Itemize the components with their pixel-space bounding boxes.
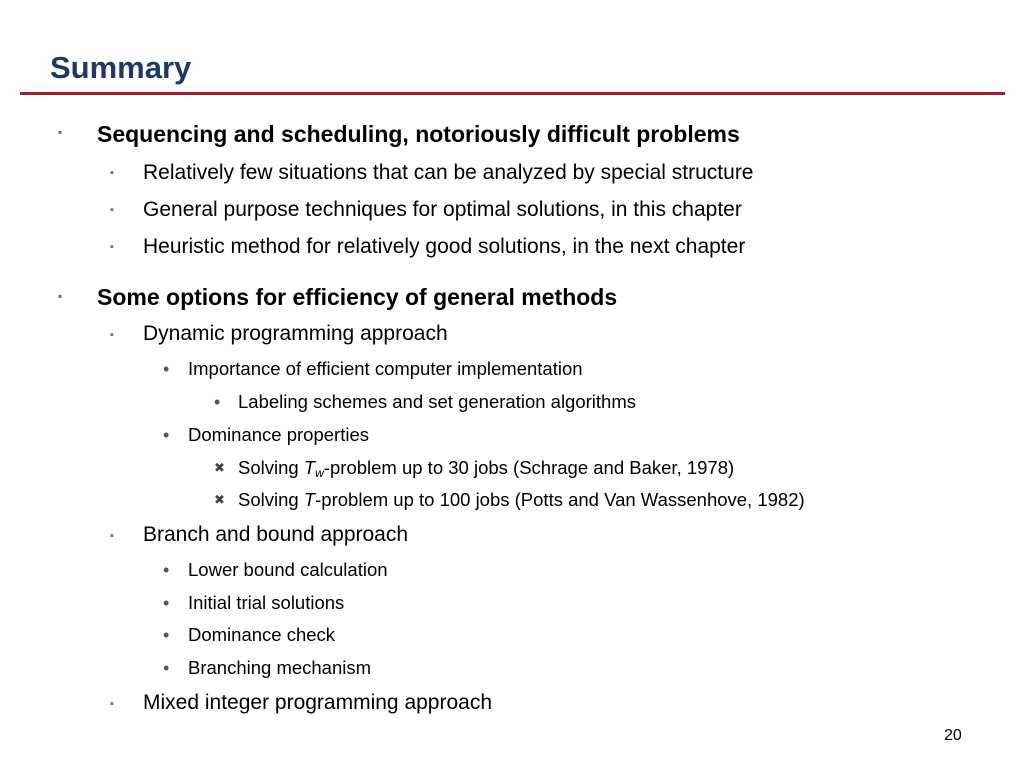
dot-bullet-icon: • <box>163 560 170 580</box>
bullet-implementation: Importance of efficient computer implementation <box>188 358 583 379</box>
square-bullet-icon: ▪ <box>58 125 63 139</box>
page-number: 20 <box>944 727 962 744</box>
bullet-initial-trial: Initial trial solutions <box>188 592 345 613</box>
title-rule <box>20 92 1005 95</box>
bullet-sequencing: Sequencing and scheduling, notoriously difficult problems <box>97 121 740 147</box>
cross-bullet-icon: ✖ <box>214 492 225 507</box>
bullet-branching-mechanism: Branching mechanism <box>188 657 372 678</box>
square-bullet-icon: ▪ <box>110 698 114 710</box>
bullet-heuristic: Heuristic method for relatively good solutions, in the next chapter <box>143 235 746 258</box>
slide-title: Summary <box>50 50 192 85</box>
square-bullet-icon: ▪ <box>58 289 63 303</box>
bullet-general-purpose: General purpose techniques for optimal solutions, in this chapter <box>143 198 742 221</box>
dot-bullet-icon: • <box>163 593 170 613</box>
bullet-few-situations: Relatively few situations that can be analyzed by special structure <box>143 161 754 184</box>
bullet-lower-bound: Lower bound calculation <box>188 559 388 580</box>
dot-bullet-icon: • <box>214 392 221 412</box>
dot-bullet-icon: • <box>163 625 170 645</box>
bullet-dominance-check: Dominance check <box>188 624 336 645</box>
square-bullet-icon: ▪ <box>110 241 114 253</box>
bullet-branch-and-bound: Branch and bound approach <box>143 523 409 546</box>
square-bullet-icon: ▪ <box>110 167 114 179</box>
bullet-dynamic-programming: Dynamic programming approach <box>143 322 448 345</box>
bullet-tw-problem: Solving $T_w$-problem up to 30 jobs (Schrage and Baker, 1978) <box>238 457 735 480</box>
bullet-mixed-integer: Mixed integer programming approach <box>143 691 493 714</box>
dot-bullet-icon: • <box>163 658 170 678</box>
bullet-dominance-properties: Dominance properties <box>188 424 369 445</box>
cross-bullet-icon: ✖ <box>214 460 225 475</box>
bullet-t-problem: Solving T-problem up to 100 jobs (Potts and Van Wassenhove, 1982) <box>238 489 805 510</box>
bullet-labeling-schemes: Labeling schemes and set generation algorithms <box>238 391 636 412</box>
dot-bullet-icon: • <box>163 359 170 379</box>
dot-bullet-icon: • <box>163 425 170 445</box>
square-bullet-icon: ▪ <box>110 530 114 542</box>
square-bullet-icon: ▪ <box>110 329 114 341</box>
square-bullet-icon: ▪ <box>110 204 114 216</box>
bullet-options: Some options for efficiency of general methods <box>97 284 618 310</box>
